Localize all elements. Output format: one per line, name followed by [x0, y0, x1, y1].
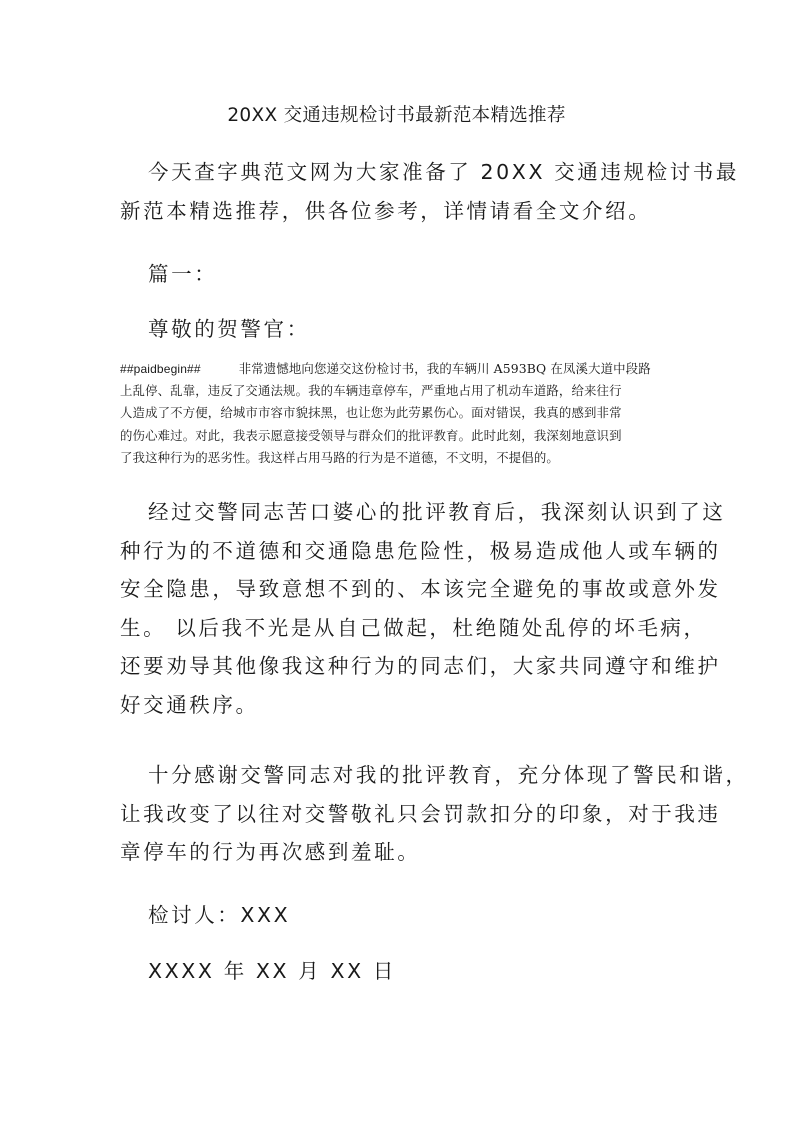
small-line-4: 的伤心难过。对此，我表示愿意接受领导与群众们的批评教育。此时此刻，我深刻地意识到: [120, 427, 622, 443]
small-line-3: 人造成了不方便，给城市市容市貌抹黑，也让您为此劳累伤心。面对错误，我真的感到非常: [120, 405, 622, 421]
intro-line-1: 今天查字典范文网为大家准备了 20XX 交通违规检讨书最: [148, 160, 740, 184]
small-line-1: ##paidbegin## 非常遗憾地向您递交这份检讨书，我的车辆川 A593BQ 在凤溪大道中段路: [120, 361, 651, 376]
p2-line-1: 经过交警同志苦口婆心的批评教育后，我深刻认识到了这: [148, 500, 726, 524]
p2-line-6: 好交通秩序。: [120, 692, 259, 717]
signer-line: 检讨人：XXX: [148, 903, 291, 927]
p2-line-3: 安全隐患，导致意想不到的、本该完全避免的事故或意外发: [120, 577, 721, 601]
p2-line-4: 生。 以后我不光是从自己做起，杜绝随处乱停的坏毛病，: [120, 615, 707, 640]
small-line-2: 上乱停、乱靠，违反了交通法规。我的车辆违章停车，严重地占用了机动车道路，给来往行: [120, 383, 622, 399]
salutation: 尊敬的贺警官：: [148, 317, 310, 341]
paid-marker: ##paidbegin##: [120, 362, 201, 376]
intro-paragraph: [120, 153, 740, 230]
body-paragraph-3: [120, 756, 749, 872]
small-line-5: 了我这种行为的恶劣性。我这样占用马路的行为是不道德，不文明，不提倡的。: [120, 449, 559, 465]
p2-line-2: 种行为的不道德和交通隐患危险性，极易造成他人或车辆的: [120, 538, 721, 563]
section-label: 篇一：: [148, 262, 218, 286]
date-line: XXXX 年 XX 月 XX 日: [148, 959, 397, 983]
p3-line-2: 让我改变了以往对交警敬礼只会罚款扣分的印象，对于我违: [120, 801, 721, 826]
p3-line-3: 章停车的行为再次感到羞耻。: [120, 840, 421, 864]
intro-line-2: 新范本精选推荐，供各位参考，详情请看全文介绍。: [120, 198, 652, 223]
p2-line-5: 还要劝导其他像我这种行为的同志们，大家共同遵守和维护: [120, 654, 721, 678]
p3-line-1: 十分感谢交警同志对我的批评教育，充分体现了警民和谐，: [148, 763, 749, 787]
document-title: 20XX 交通违规检讨书最新范本精选推荐: [227, 105, 566, 126]
small-print-paragraph: [120, 358, 678, 469]
body-paragraph-2: [120, 493, 726, 724]
